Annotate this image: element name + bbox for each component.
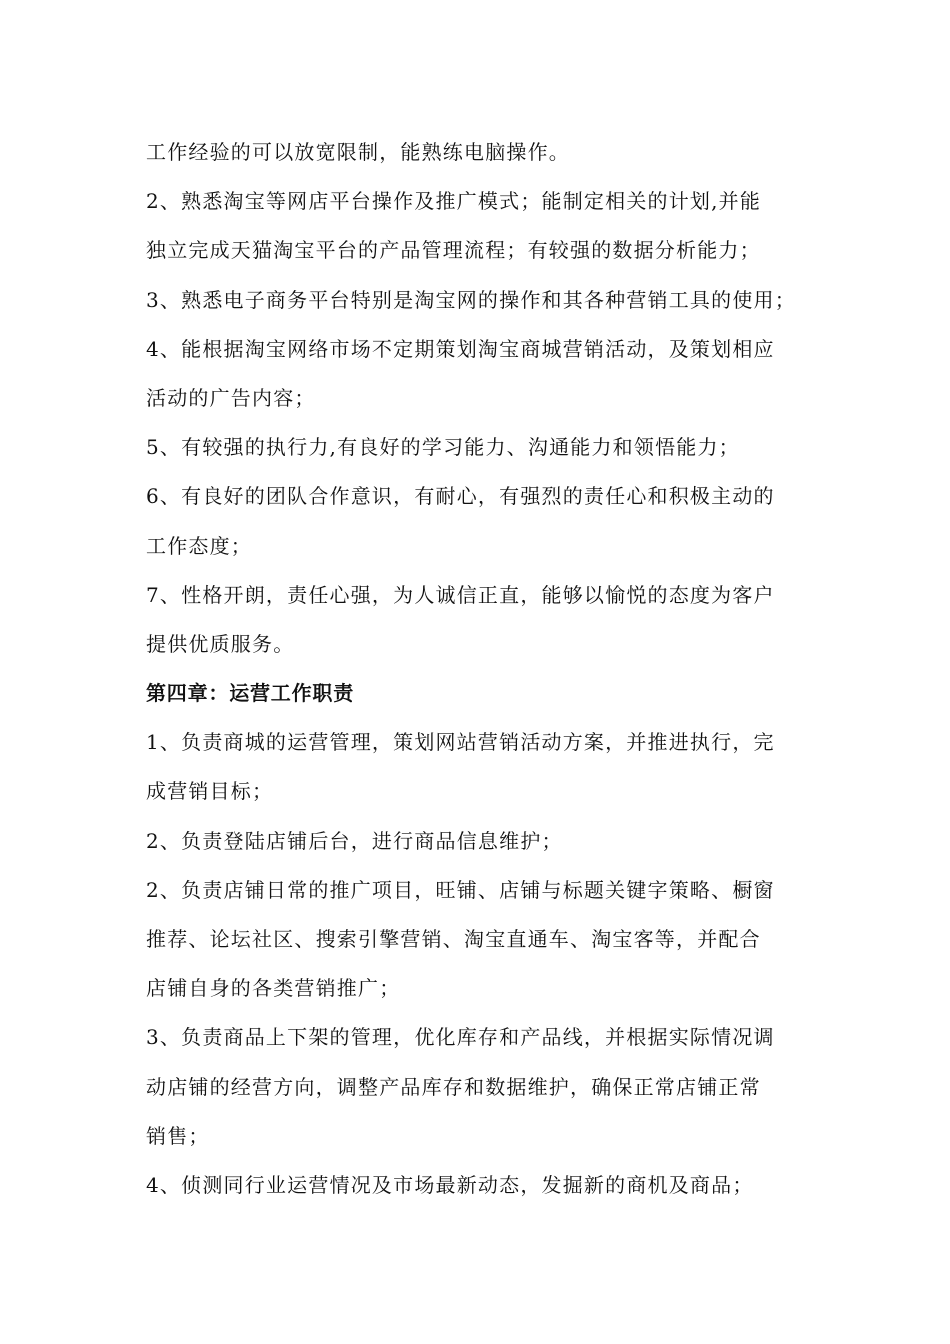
- text-line: 2、熟悉淘宝等网店平台操作及推广模式；能制定相关的计划,并能: [146, 189, 762, 214]
- text-line: 推荐、论坛社区、搜索引擎营销、淘宝直通车、淘宝客等，并配合: [146, 927, 761, 951]
- text-line: 7、性格开朗，责任心强，为人诚信正直，能够以愉悦的态度为客户: [146, 582, 775, 607]
- text-line: 独立完成天猫淘宝平台的产品管理流程；有较强的数据分析能力；: [146, 238, 761, 263]
- text-line: 店铺自身的各类营销推广；: [146, 976, 401, 1001]
- text-line: 工作经验的可以放宽限制，能熟练电脑操作。: [146, 140, 570, 164]
- text-line: 1、负责商城的运营管理，策划网站营销活动方案，并推进执行，完: [146, 730, 775, 755]
- text-line: 2、负责店铺日常的推广项目，旺铺、店铺与标题关键字策略、橱窗: [146, 877, 775, 902]
- text-line: 提供优质服务。: [146, 631, 295, 656]
- text-line: 3、熟悉电子商务平台特别是淘宝网的操作和其各种营销工具的使用；: [146, 287, 796, 312]
- text-line: 动店铺的经营方向，调整产品库存和数据维护，确保正常店铺正常: [146, 1074, 761, 1099]
- text-line: 活动的广告内容；: [146, 385, 316, 410]
- text-line: 2、负责登陆店铺后台，进行商品信息维护；: [146, 828, 563, 853]
- text-line: 4、能根据淘宝网络市场不定期策划淘宝商城营销活动，及策划相应: [146, 336, 775, 361]
- text-line: 工作态度；: [146, 533, 252, 558]
- chapter-heading: 第四章：运营工作职责: [146, 681, 354, 706]
- text-line: 4、侦测同行业运营情况及市场最新动态，发掘新的商机及商品；: [146, 1172, 754, 1197]
- text-line: 成营销目标；: [146, 779, 274, 804]
- text-line: 销售；: [146, 1123, 210, 1148]
- text-line: 3、负责商品上下架的管理，优化库存和产品线，并根据实际情况调: [146, 1025, 775, 1050]
- text-line: 6、有良好的团队合作意识，有耐心，有强烈的责任心和积极主动的: [146, 484, 775, 509]
- text-line: 5、有较强的执行力,有良好的学习能力、沟通能力和领悟能力；: [146, 435, 740, 460]
- document-body: [146, 128, 826, 1210]
